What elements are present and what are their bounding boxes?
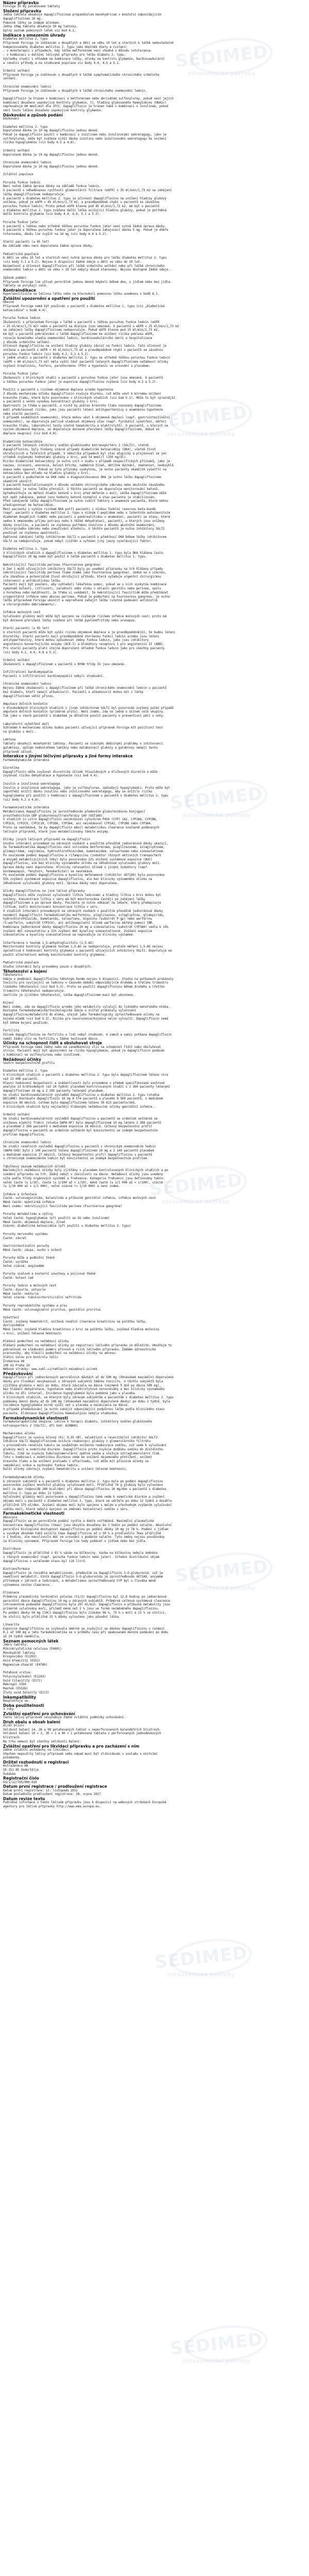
watermark-logo: [170, 2318, 288, 2380]
section-heading: Název přípravku: [3, 1, 39, 5]
section-heading: Farmakokinetické vlastnosti: [3, 1511, 65, 1516]
section-heading: Zvláštní opatření pro likvidaci přípravku a pro zacházení s ním: [3, 1743, 140, 1749]
section-body: Dapagliflozin při jednorázových perorálních dávkách až do 500 mg (50násobek maximální doporučené dávky pro člověka) nevykazoval u zdravých subjektů žádnou toxicitu. U těchto subjektů byla zjištěna glukóza v moči po dobu, která závisela na dávce (nejméně 5 dnů po dávce 500 mg), bez hlášení dehydratace, hypotenze nebo elektrolytové nerovnováhy a bez klinicky významného účinku na QTc interval. Incidence hypoglykemie byla podobná jako u placeba. V klinických studiích, ve kterých byly zdravým subjektům a pacientům s diabetes mellitus 2. typu podávány denní dávky až do 100 mg (10násobek maximální doporučené dávky) po dobu 2 týdnů, byla incidence hypoglykemie mírně vyšší než u placeba a nezávisela na dávce. V případě předávkování je nutno zahájit odpovídající podpůrnou léčbu podle klinického stavu pacienta. Eliminace dapagliflozinu hemodialýzou nebyla studována.: [3, 1376, 174, 1415]
watermark-subtext: zdravotnické potřeby: [182, 812, 251, 819]
section-body: Těhotenství Údaje o podávání dapagliflozinu těhotným ženám nejsou k dispozici. Studie na potkanech prokázaly toxicitu pro vyvíjející se ledviny v časovém období odpovídajícím druhému a třetímu trimestru lidského těhotenství (viz bod 5.3). Proto se použití dapagliflozinu během druhého a třetího trimestru těhotenství nedoporučuje. Jestliže je zjištěno těhotenství, léčba dapagliflozinem musí být ukončena. Kojení Není známo, zda se dapagliflozin a/nebo jeho metabolity vylučují do lidského mateřského mléka. Dostupné farmakodynamické/toxikologické údaje u zvířat prokázaly vylučování dapagliflozinu/metabolitů do mléka, stejně jako farmakologicky zprostředkované účinky na kojené mládě (viz bod 5.3). Riziko pro novorozence/kojence nelze vyloučit. Dapagliflozin nemá být během kojení používán. Fertilita Účinek dapagliflozinu na fertilitu u lidí nebyl studován. U samců a samic potkana dapagliflozin neměl žádný vliv na fertilitu v žádné testované dávce.: [3, 974, 174, 1041]
watermark-subtext: zdravotnické potřeby: [167, 1971, 235, 1978]
section-heading: Datum revize textu: [3, 1797, 45, 1802]
watermark-logo: [154, 1932, 273, 1994]
section-heading: Datum první registrace / prodloužení registrace: [3, 1784, 107, 1789]
section-heading: Inkompatibility: [3, 1694, 37, 1700]
watermark-text: SEDIMED: [153, 1942, 249, 1973]
section-body: Farmakoterapeutická skupina: Léčiva k terapii diabetu, inhibitory sodíko-glukózového kotransportéru 2 (SGLT2), ATC kód: A10BK01 Mechanismus účinku Dapagliflozin je vysoce účinný (Ki: 0,55 nM), selektivní a reverzibilní inhibitor SGLT2. Inhibice SGLT2 dapagliflozinem snižuje reabsorpci glukózy z glomerulárního filtrátu v proximálním renálním tubulu se souběžným snížením reabsorpce sodíku, což vede k vylučování glukózy močí a osmotické diuréze. Dapagliflozin proto zvyšuje dodávku sodíku do distálního tubulu, čímž se zvyšuje tubuloglomerulární zpětná vazba a snižuje intraglomerulární tlak. Toto v kombinaci s osmotickou diurézou vede ke snížení objemového přetížení, snížení krevního tlaku a ke snížení preloadu i afterloadu, což může mít příznivé účinky na remodelaci srdce a zachování funkce ledvin. Další účinky zahrnují zvýšení hematokritu a snížení tělesné hmotnosti. Farmakodynamické účinky U zdravých subjektů a u pacientů s diabetes mellitus 2. typu bylo po podání dapagliflozinu pozorováno zvýšení množství glukózy vylučované močí. Přibližně 70 g glukózy bylo vyloučeno močí za den (odpovídá 280 kcal/den) při dávce dapagliflozinu 10 mg/den u pacientů s diabetes mellitus 2. typu po dobu 12 týdnů. Vylučování glukózy močí pozorované u dapagliflozinu také vede k osmotické diuréze a zvýšení objemu moči u pacientů s diabetes mellitus 2. typu, které se udrželo po dobu 12 týdnů a dosáhlo přibližně 375 ml/den. Zvýšení objemu moči bylo spojeno s malým a přechodným zvýšením vylučování sodíku močí, které nebylo spojeno se změnami koncentrací sodíku v séru.: [3, 1420, 172, 1511]
section-body: Souhrn bezpečnostního profilu Diabetes mellitus 2. typu V klinických studiích u pacientů s diabetes mellitus 2. typu bylo dapagliflozinem léčeno více než 15 000 pacientů. Hlavní hodnocení bezpečnosti a snášenlivosti bylo provedeno v předem specifikované souhrnné analýze 13 krátkodobých (až 24 týdnů) placebem kontrolovaných studií s 2 360 pacienty léčenými dapagliflozinem 10 mg a 2 295 pacienty léčenými placebem. Ve studii kardiovaskulárních výsledků dapagliflozinu u diabetes mellitus 2. typu (studie DECLARE) dostávalo dapagliflozin 10 mg 8 574 pacientů a placebo 8 569 pacientů, s mediánem expozice 48 měsíců. Celkem bylo dapagliflozinem léčeno 30 623 pacientoroků. V klinických studiích byly nejčastěji hlášenými nežádoucími účinky genitální infekce. Srdeční selhání Ve studii kardiovaskulárních výsledků dapagliflozinu u pacientů se srdečním selháním se sníženou ejekční frakcí (studie DAPA-HF) bylo dapagliflozinem 10 mg léčeno 2 368 pacientů a placebem 2 368 pacientů s mediánem expozice 18 měsíců. Celkový bezpečnostní profil dapagliflozinu u pacientů se srdečním selháním byl konzistentní se známým bezpečnostním profilem dapagliflozinu. Chronické onemocnění ledvin Ve studii renálních výsledků dapagliflozinu u pacientů s chronickým onemocněním ledvin (DAPA-CKD) bylo 2 149 pacientů léčeno dapagliflozinem 10 mg a 2 149 pacientů placebem s mediánem expozice 27 měsíců. Celkový bezpečnostní profil dapagliflozinu u pacientů s chronickým onemocněním ledvin byl konzistentní se známým bezpečnostním profilem. Tabulkový seznam nežádoucích účinků Následující nežádoucí účinky byly zjištěny v placebem kontrolovaných klinických studiích a po uvedení přípravku na trh. Žádný nebyl v závislosti na dávce. Nežádoucí účinky jsou uvedeny níže podle třídy orgánových systémů a frekvence. Kategorie frekvencí jsou definovány takto: velmi časté (≥ 1/10), časté (≥ 1/100 až < 1/10), méně časté (≥ 1/1 000 až < 1/100), vzácné (≥ 1/10 000 až < 1/1 000), velmi vzácné (< 1/10 000) a není známo. Infekce a infestace Časté: vulvovaginitida, balanitida a příbuzné genitální infekce, infekce močových cest Méně časté: mykotická infekce Není známo: nekrotizující fasciitida perinea (Fournierova gangréna) Poruchy metabolismu a výživy Velmi časté: hypoglykemie (při použití se SU nebo inzulinem) Méně časté: objemová deplece, žízeň Vzácné: diabetická ketoacidóza (při použití u diabetes mellitus 2. typu) Poruchy nervového systému Časté: závrať Gastrointestinální poruchy Méně časté: zácpa, sucho v ústech Poruchy kůže a podkožní tkáně Časté: vyrážka Velmi vzácné: angioedém Poruchy svalové a kosterní soustavy a pojivové tkáně Časté: bolest zad Poruchy ledvin a močových cest Časté: dysurie, polyurie Méně časté: nokturie Velmi vzácné: tubulointersticiální nefritida Poruchy reprodukčního systému a prsu Méně časté: vulvovaginální pruritus, genitální pruritus Vyšetření Časté: zvýšený hematokrit, snížená renální clearance kreatininu na počátku léčby, dyslipidemie Méně časté: zvýšená hladina kreatininu v krvi na počátku léčby, zvýšená hladina močoviny v krvi, snížení tělesné hmotnosti Hlášení podezření na nežádoucí účinky Hlášení podezření na nežádoucí účinky po registraci léčivého přípravku je důležité. Umožňuje to pokračovat ve sledování poměru přínosů a rizik léčivého přípravku. Žádáme zdravotnické pracovníky, aby hlásili podezření na nežádoucí účinky na adresu: Státní ústav pro kontrolu léčiv Šrobárova 48 100 41 Praha 10 Webové stránky: www.sukl.cz/nahlasit-nezadouci-ucinek: [3, 1061, 172, 1371]
watermark-text: SEDIMED: [174, 1556, 269, 1587]
section-body: Neuplatňuje se.: [3, 1699, 30, 1703]
section-body: Absorpce Dapagliflozin se po perorálním podání rychle a dobře vstřebává. Maximální plazmatické koncentrace dapagliflozinu (Cmax) jsou obvykle dosaženy do 2 hodin po podání nalačno. Absolutní perorální biologická dostupnost dapagliflozinu po podání dávky 10 mg je 78 %. Podání s jídlem s vysokým obsahem tuků snížilo Cmax dapagliflozinu až o 50 % a prodloužilo Tmax přibližně o 1 hodinu, ale neovlivnilo AUC ve srovnání s podáním nalačno. Tyto změny nejsou považovány za klinicky významné. Přípravek Forxiga lze tedy podávat s jídlem nebo bez jídla. Distribuce Dapagliflozin je přibližně z 91 % vázán na bílkoviny. Vazba na bílkoviny nebyla změněna u různých onemocnění (např. porucha funkce ledvin nebo jater). Střední distribuční objem dapagliflozinu v ustáleném stavu byl 118 litrů. Biotransformace Dapagliflozin je rozsáhle metabolizován, především na dapagliflozin 3-O-glukuronid, což je neaktivní metabolit. Vznik dapagliflozin 3-O-glukuronidu je zprostředkován UGT1A9, enzymem přítomným v játrech a ledvinách, a metabolismus zprostředkovaný CYP byl u člověka méně významnou cestou clearance. Eliminace Průměrný plazmatický terminální poločas (t1/2) dapagliflozinu byl 12,9 hodiny po jednorázové perorální dávce dapagliflozinu 10 mg u zdravých subjektů. Průměrná celková systémová clearance intravenózně podaného dapagliflozinu byla 207 ml/min. Dapagliflozin a příbuzné metabolity jsou primárně vylučovány močí, přičemž méně než 2 % jsou ve formě nezměněného dapagliflozinu. Po podání dávky 50 mg [14C]-dapagliflozinu bylo získáno 96 %, 75 % v moči a 21 % ve stolici. Ve stolici bylo přibližně 15 % dávky vyloučeno jako původní látka. Linearita Expozice dapagliflozinu se zvyšovala úměrně se zvyšující se dávkou dapagliflozinu v rozmezí 0,1 až 500 mg a jeho farmakokinetika se v průběhu času při opakovaném denním podávání po dobu až 24 týdnů neměnila.: [3, 1516, 172, 1639]
section-heading: Farmakodynamické vlastnosti: [3, 1415, 68, 1420]
section-heading: Dávkování a způsob podání: [3, 112, 63, 117]
watermark-subtext: zdravotnické potřeby: [187, 70, 256, 77]
section-heading: Doba použitelnosti: [3, 1703, 44, 1708]
section-heading: Těhotenství a kojení: [3, 969, 47, 974]
section-heading: Registrační číslo: [3, 1776, 39, 1781]
watermark-subtext: zdravotnické potřeby: [167, 431, 235, 437]
watermark-text: SEDIMED: [169, 2329, 264, 2360]
section-heading: Druh obalu a obsah balení: [3, 1719, 60, 1724]
watermark-text: SEDIMED: [153, 402, 249, 433]
section-body: Hypersenzitivita na léčivou látku nebo na kteroukoli pomocnou látku uvedenou v bodě 6.1.: [3, 293, 160, 296]
watermark-subtext: zdravotnické potřeby: [162, 1198, 230, 1205]
section-body: EU/1/12/795/006-010: [3, 1781, 37, 1784]
section-heading: Indikace s omezením úhrady: [3, 32, 65, 38]
section-body: Žádné zvláštní požadavky na likvidaci. Všechen nepoužitý léčivý přípravek nebo odpad musí být zlikvidován v souladu s místními požadavky.: [3, 1748, 158, 1760]
section-heading: Seznam pomocných látek: [3, 1638, 59, 1643]
section-heading: Zvláštní opatření pro uchovávání: [3, 1711, 75, 1716]
section-heading: Zvláštní upozornění a opatření pro použití: [3, 296, 95, 301]
watermark-text: SEDIMED: [174, 41, 269, 72]
section-body: Přípravek Forxiga nemá žádný nebo má zanedbatelný vliv na schopnost řídit nebo obsluhovat stroje. Pacienti mají být upozorněni na riziko hypoglykemie, pokud je dapagliflozin podáván v kombinaci se sulfonylureou nebo inzulinem.: [3, 1045, 165, 1057]
section-body: Podrobné informace o tomto léčivém přípravku jsou k dispozici na webových stránkách Evropské agentury pro léčivé přípravky http://www.ema.europa.eu.: [3, 1801, 167, 1809]
section-body: Obecné Přípravek Forxiga nemá být používán u pacientů s diabetes mellitus 1. typu (viz „Diabetická ketoacidóza“ v bodě 4.4). Porucha funkce ledvin Zkušenosti s přípravkem Forxiga v léčbě u pacientů s těžkou poruchou funkce ledvin (eGFR < 25 ml/min/1,73 m2) nebo u pacientů na dialýze jsou omezené. U pacientů s eGFR < 25 ml/min/1,73 m2 se zahájení léčby dapagliflozinem nedoporučuje. Pokud eGFR klesne pod 25 ml/min/1,73 m2, má být u pacientů pokračováno v léčbě dapagliflozinem ke snížení rizika poklesu eGFR, rozvoje konečného stadia onemocnění ledvin, kardiovaskulárního úmrtí a hospitalizace z důvodu srdečního selhání. Účinnost dapagliflozinu na snížení hladiny glukózy závisí na funkci ledvin. Tato účinnost je snížena u pacientů s eGFR < 45 ml/min/1,73 m2 a pravděpodobně chybí u pacientů se závažnou poruchou funkce ledvin (viz body 4.2, 5.1 a 5.2). V jedné studii u pacientů s diabetes mellitus 2. typu se středně těžkou poruchou funkce ledvin (eGFR < 60 ml/min/1,73 m2) měla vyšší část pacientů léčených dapagliflozinem nežádoucí účinky zvýšení kreatininu, fosforu, parathormonu (PTH) a hypotenzi ve srovnání s placebem. Porucha funkce jater Zkušenosti z klinických studií u pacientů s poruchou funkce jater jsou omezené. U pacientů s těžkou poruchou funkce jater je expozice dapagliflozinu zvýšená (viz body 4.2 a 5.2). Použití u pacientů s rizikem objemové deplece a/nebo hypotenze Z důvodu mechanismu účinku dapagliflozin zvyšuje diurézu, což může vést k mírnému snížení krevního tlaku, které bylo pozorováno v klinických studiích (viz bod 5.1). Může to být výraznější u pacientů s velmi vysokou koncentrací glukózy v krvi. Opatrnosti je třeba u pacientů, u nichž by pokles krevního tlaku navozený dapagliflozinem mohl představovat riziko, jako jsou pacienti léčení antihypertenzivy s anamnézou hypotenze nebo starší pacienti. V případě souběžných onemocnění, která mohou vést k objemové depleci (např. gastrointestinální onemocnění), se doporučuje pečlivě sledovat objemový stav (např. fyzikální vyšetření, měření krevního tlaku, laboratorní testy včetně hematokritu a elektrolytů). U pacientů, u kterých se vyvine objemová deplece, se doporučuje dočasné přerušení léčby dapagliflozinem, dokud se deplece neupraví (viz bod 4.8). Diabetická ketoacidóza U pacientů léčených inhibitory sodíko-glukózového kotransportéru 2 (SGLT2), včetně dapagliflozinu, byly hlášeny vzácné případy diabetické ketoacidózy (DKA), včetně život ohrožujících a fatálních případů. V několika případech byl stav atypický a projevoval se jen středně zvýšenými hodnotami glukózy v krvi, pod 14 mmol/l (250 mg/dl). Riziko diabetické ketoacidózy je nutno vzít v úvahu v případě nespecifických příznaků, jako je nauzea, zvracení, anorexie, bolest břicha, nadměrná žízeň, obtížné dýchání, zmatenost, neobvyklá únava nebo spavost. Pokud se tyto příznaky vyskytnou, je nutno pacienty okamžitě vyšetřit na ketoacidózu bez ohledu na hladinu glukózy v krvi. U pacientů s podezřením na DKA nebo s diagnostikovanou DKA je nutno léčbu dapagliflozinem okamžitě ukončit. U pacientů hospitalizovaných z důvodu velkého chirurgického zákroku nebo akutního závažného onemocnění je nutno léčbu přerušit. U těchto pacientů se doporučuje monitorování ketonů. Upřednostňuje se měření hladin ketonů v krvi před měřením v moči. Léčba dapagliflozinem může být opět zahájena, pokud jsou hodnoty ketonů normální a stav pacienta je stabilizován. Před zahájením léčby dapagliflozinem je nutno zvážit faktory v anamnéze pacienta, které mohou předisponovat ke ketoacidóze. Mezi pacienty s vyšším rizikem DKA patří pacienti s nízkou funkční rezervou beta-buněk (např. pacienti s diabetes mellitus 2. typu s nízkým C-peptidem nebo s latentním autoimunitním diabetem dospělých (LADA) nebo pacienti s pankreatitidou v anamnéze), pacienti se stavy, které vedou k omezenému příjmu potravy nebo k těžké dehydrataci, pacienti, u kterých jsou sníženy dávky inzulinu, a pacienti se zvýšenou potřebou inzulinu z důvodu akutního onemocnění, chirurgického zákroku nebo zneužívání alkoholu. U těchto pacientů je nutno inhibitory SGLT2 používat se zvýšenou opatrností. Opětovné zahájení léčby inhibitorem SGLT2 u pacientů s předchozí DKA během léčby inhibitorem SGLT2 se nedoporučuje, pokud nebyl zjištěn a vyřešen jiný jasný vyvolávající faktor. Diabetes mellitus 1. typu V klinických studiích s dapagliflozinem u diabetes mellitus 1. typu byla DKA hlášena často. Dapagliflozin 10 mg nemá být použit k léčbě pacientů s diabetes mellitus 1. typu. Nekrotizující fasciitida perinea (Fournierova gangréna) U žen i mužů užívajících inhibitory SGLT2 byly po uvedení přípravku na trh hlášeny případy nekrotizující fasciitidy perinea (také známé jako Fournierova gangréna). Jedná se o vzácnou, ale závažnou a potenciálně život ohrožující příhodu, která vyžaduje urgentní chirurgickou intervenci a antibiotickou léčbu. Pacienti mají být poučeni, aby vyhledali lékařskou pomoc, pokud se u nich vyskytne kombinace symptomů bolesti, citlivosti, zarudnutí nebo otoku v oblasti genitálu nebo perinea, spolu s horečkou nebo malátností. Je třeba si uvědomit, že nekrotizující fasciitidě může předcházet urogenitální infekce nebo absces perinea. Pokud je podezření na Fournierovu gangrénu, je nutno léčbu přípravkem Forxiga ukončit a neprodleně zahájit léčbu (včetně podávání antibiotik a chirurgického debridementu). Infekce močových cest Vylučování glukózy močí může být spojeno se zvýšeným rizikem infekce močových cest; proto má být dočasné přerušení léčby zváženo při léčbě pyelonefritidy nebo urosepse. Starší pacienti (≥ 65 let) U starších pacientů může být vyšší riziko objemové deplece a je pravděpodobnější, že budou léčeni diuretiky. Starší pacienti mají pravděpodobně zhoršenou funkci ledvin a/nebo jsou léčeni antihypertenzivy, která mohou způsobovat změny funkce ledvin, jako jsou inhibitory angiotenzin konvertujícího enzymu (ACE-I) a blokátory receptoru 1 pro angiotenzin II (ARB). Pro starší pacienty platí stejná doporučení ohledně funkce ledvin jako pro všechny pacienty (viz body 4.2, 4.4, 4.8 a 5.1). Srdeční selhání Zkušenosti s dapagliflozinem u pacientů s NYHA třídy IV jsou omezené. Infiltrativní kardiomyopatie Pacienti s infiltrativní kardiomyopatií nebyli studováni. Chronické onemocnění ledvin Nejsou žádné zkušenosti s dapagliflozinem při léčbě chronického onemocnění ledvin u pacientů bez diabetu, kteří nemají albuminurii. Pacienti s albuminurií mohou mít z léčby dapagliflozinem větší přínos. Amputace dolních končetin V dlouhodobých klinických studiích s jiným inhibitorem SGLT2 byl pozorován zvýšený počet případů amputace dolních končetin (primárně prstu). Není známo, zda se jedná o účinek celé skupiny. Tak jako u všech pacientů s diabetem je důležité poučit pacienty o preventivní péči o nohy. Laboratorní vyšetření moči Vzhledem k mechanismu účinku budou pacienti užívající přípravek Forxiga mít pozitivní test na glukózu v moči. Laktosa Tablety obsahují monohydrát laktosy. Pacienti se vzácnými dědičnými problémy s intolerancí galaktosy, úplným nedostatkem laktázy nebo malabsorpcí glukózy a galaktosy nemají tento přípravek užívat.: [3, 301, 179, 754]
document-content: [3, 1, 306, 1809]
section-body: Al/Al blistr Velikost balení 14, 28 a 98 potahovaných tablet v neperforovaných kalendářních blistrech. Velikost balení 10 × 1, 30 × 1 a 90 × 1 potahovaná tableta v perforovaných jednodávkových blistrech. Na trhu nemusí být všechny velikosti balení.: [3, 1724, 161, 1743]
section-body: 3 roky: [3, 1707, 14, 1711]
watermark-ring: [168, 1935, 254, 1979]
section-heading: Držitel rozhodnutí o registraci: [3, 1759, 69, 1765]
watermark-ring: [184, 2321, 269, 2366]
section-heading: Nežádoucí účinky: [3, 1057, 41, 1062]
section-heading: Předávkování: [3, 1371, 33, 1377]
section-body: Jedna tableta obsahuje dapagliflozinum propandiolum monohydricum v množství odpovídajícím dapagliflozinum 10 mg. Pomocné látky se známým účinkem: Jedna 10mg tableta obsahuje 50 mg laktosy. Úplný seznam pomocných látek viz bod 6.1.: [3, 13, 161, 33]
section-body: Datum první registrace: 12. listopadu 2012 Datum posledního prodloužení registrace: 28. srpna 2017: [3, 1789, 101, 1797]
section-heading: Účinky na schopnost řídit a obsluhovat stroje: [3, 1041, 102, 1046]
watermark-subtext: zdravotnické potřeby: [187, 1585, 256, 1591]
section-body: Diabetes mellitus 2. typu Přípravek Forxiga je indikován u dospělých a dětí ve věku 10 let a starších k léčbě nedostatečně kompenzovaného diabetes mellitus 2. typu jako doplněk diety a cvičení: - v monoterapii v případech, kdy léčba metforminem není vhodná z důvodu intolerance. - v kombinaci s dalšími léčivými přípravky pro léčbu diabetu 2. typu. Výsledky studií s ohledem na kombinace léčby, účinky na kontrolu glykemie, kardiovaskulární a renální příhody a na studované populace viz body 4.4, 4.5 a 5.1. Srdeční selhání Přípravek Forxiga je indikován u dospělých k léčbě symptomatického chronického srdečního selhání. Chronické onemocnění ledvin Přípravek Forxiga je indikován u dospělých k léčbě chronického onemocnění ledvin. Dapagliflozin je hrazen v kombinaci s metforminem nebo derivátem sulfonylurey, pokud není jejich kombinací dosaženo uspokojivé kontroly glykemie, tj. hladina glykovaného hemoglobinu (HbA1c) nepřesahuje 60 mmol/mol dle IFCC. Dapagliflozin je hrazen také v kombinaci s inzulinem, pokud není touto léčbou dosaženo uspokojivé kontroly glykemie.: [3, 38, 174, 113]
section-heading: Kontraindikace: [3, 288, 36, 293]
section-body: Dávkování Diabetes mellitus 2. typu Doporučená dávka je 10 mg dapagliflozinu jednou denně. Pokud je dapagliflozin použit v kombinaci s inzulinem nebo inzulinovými sekretagogy, jako je sulfonylurea, může být zvážena nižší dávka inzulinu nebo inzulinového sekretagogu ke snížení rizika hypoglykemie (viz body 4.5 a 4.8). Srdeční selhání Doporučená dávka je 10 mg dapagliflozinu jednou denně. Chronické onemocnění ledvin Doporučená dávka je 10 mg dapagliflozinu jednou denně. Zvláštní populace Porucha funkce ledvin Není nutná žádná úprava dávky na základě funkce ledvin. U pacientů s odhadovanou rychlostí glomerulární filtrace (eGFR) < 25 ml/min/1,73 m2 se zahájení léčby dapagliflozinem nedoporučuje. U pacientů s diabetes mellitus 2. typu je účinnost dapagliflozinu na snížení hladiny glukózy snížena, pokud je eGFR < 45 ml/min/1,73 m2, a pravděpodobně chybí u pacientů se závažnou poruchou funkce ledvin. Proto pokud eGFR klesne pod 45 ml/min/1,73 m2, má být u pacientů s diabetes mellitus 2. typu zvážena další léčba snižující hladinu glukózy, pokud je potřebná další kontrola glykemie (viz body 4.4, 4.8, 5.1 a 5.2). Porucha funkce jater U pacientů s lehkou nebo středně těžkou poruchou funkce jater není nutná žádná úprava dávky. U pacientů s těžkou poruchou funkce jater je doporučena zahajovací dávka 5 mg. Pokud je dobře tolerována, dávku lze zvýšit na 10 mg (viz body 4.4 a 5.2). Starší pacienti (≥ 65 let) Na základě věku není doporučena žádná úprava dávky. Pediatrická populace U dětí ve věku 10 let a starších není nutná úprava dávky pro léčbu diabetes mellitus 2. typu (viz body 5.1 a 5.2). Nejsou k dispozici žádné údaje u dětí ve věku do 10 let. Bezpečnost a účinnost dapagliflozinu při léčbě srdečního selhání nebo při léčbě chronického onemocnění ledvin u dětí ve věku < 18 let nebyly dosud stanoveny. Nejsou dostupné žádné údaje. Způsob podání Přípravek Forxiga lze užívat perorálně jednou denně kdykoli během dne, s jídlem nebo bez jídla. Tablety se polykají celé.: [3, 117, 172, 288]
section-body: Jádro tablety: Mikrokrystalická celulosa (E460i) Monohydrát laktosy Krospovidon (E1202) Oxid křemičitý (E551) Magnesium-stearát (E470b) Potahová vrstva: Polyvinylalkohol (E1203) Oxid titaničitý (E171) Makrogol 3350 Mastek (E553b) Žlutý oxid železitý (E172): [3, 1643, 62, 1694]
watermark-text: SEDIMED: [148, 1170, 244, 1200]
section-body: Forxiga 10 mg potahované tablety: [3, 5, 60, 9]
section-body: Tento léčivý přípravek nevyžaduje žádné zvláštní podmínky uchovávání.: [3, 1716, 126, 1719]
section-heading: Složení přípravku: [3, 9, 42, 14]
section-heading: Interakce s jinými léčivými přípravky a jiné formy interakce: [3, 754, 133, 759]
section-body: AstraZeneca AB SE-151 85 Södertälje Švédsko: [3, 1765, 39, 1776]
watermark-subtext: zdravotnické potřeby: [182, 2358, 251, 2364]
watermark-text: SEDIMED: [169, 783, 264, 814]
section-body: Farmakodynamické interakce Diuretika Dapagliflozin může zvyšovat diuretický účinek thiazidových a kličkových diuretik a může zvyšovat riziko dehydratace a hypotenze (viz bod 4.4). Inzulin a inzulinová sekretagoga Inzulin a inzulinová sekretagoga, jako je sulfonylurea, způsobují hypoglykemii. Proto může být zapotřebí snížit dávku inzulinu nebo inzulinového sekretagogu, aby se snížilo riziko hypoglykemie při použití v kombinaci s dapagliflozinem u pacientů s diabetes mellitus 2. typu (viz body 4.2 a 4.8). Farmakokinetické interakce Metabolismus dapagliflozinu je zprostředkován především glukuronidovou konjugací prostřednictvím UDP glukuronosyltransferázy 1A9 (UGT1A9). V studiích in vitro dapagliflozin neinhiboval cytochrom P450 (CYP) 1A2, CYP2A6, CYP2B6, CYP2C8, CYP2C9, CYP2C19, CYP2D6, CYP3A4, ani neindukoval CYP1A2, CYP2B6 nebo CYP3A4. Proto se neočekává, že by dapagliflozin měnil metabolickou clearance současně podávaných léčivých přípravků, které jsou metabolizovány těmito enzymy. Účinky jiných léčivých přípravků na dapagliflozin Studie interakcí provedené na zdravých osobách s použitím převážně jednorázové dávky ukazují, že farmakokinetika dapagliflozinu není ovlivněna metforminem, pioglitazonem, sitagliptinem, glimepiridem, vogliboza, hydrochlorothiazidem, bumetanidem, valsartanem nebo simvastatinem. Po současném podání dapagliflozinu a rifampicinu (induktor různých aktivních transportérů a enzymů metabolizujících léky) bylo pozorováno 22% snížení systémové expozice (AUC) dapagliflozinu, ale bez klinicky významného účinku na 24hodinové vylučování glukózy močí. Úprava dávky není doporučena. Klinicky relevantní účinek s jinými induktory (např. karbamazepin, fenytoin, fenobarbital) se neočekává. Po současném podání dapagliflozinu a kyseliny mefenamové (inhibitor UGT1A9) bylo pozorováno 55% zvýšení systémové expozice dapagliflozinu, ale bez klinicky významného účinku na 24hodinové vylučování glukózy močí. Úprava dávky není doporučena. Účinky dapagliflozinu na jiné léčivé přípravky Dapagliflozin může zvyšovat vylučování lithia ledvinami a hladiny lithia v krvi mohou být sníženy. Koncentrace lithia v séru má být monitorována častěji po zahájení léčby dapagliflozinem a po úpravě dávky. Pacienta je nutno odkázat na lékaře, který předepisuje lithium, kvůli monitorování koncentrace lithia v séru. V studiích interakcí provedených na zdravých osobách s použitím převážně jednorázové dávky nezměnil dapagliflozin farmakokinetiku metforminu, pioglitazonu, sitagliptinu, glimepiridu, hydrochlorothiazidu, bumetanidu, valsartanu, digoxinu (substrát P-gp) nebo warfarinu (S-warfarin, substrát CYP2C9), ani antikoagulační účinek warfarinu měřený pomocí INR. Kombinace jednorázové dávky dapagliflozinu 20 mg a simvastatinu (substrát CYP3A4) vedla k 19% zvýšení AUC simvastatinu a 31% zvýšení AUC kyseliny simvastatinové. Zvýšení expozice simvastatinu a kyseliny simvastatinové se nepovažuje za klinicky významné. Interference s testem 1,5-anhydroglucitolu (1,5-AG) Monitorování kontroly glykemie testem 1,5-AG se nedoporučuje, protože měření 1,5-AG nejsou spolehlivá k hodnocení kontroly glykemie u pacientů užívajících inhibitory SGLT2. Doporučuje se použít alternativní metody monitorování kontroly glykemie. Pediatrická populace Studie interakcí byly provedeny pouze u dospělých.: [3, 758, 172, 969]
